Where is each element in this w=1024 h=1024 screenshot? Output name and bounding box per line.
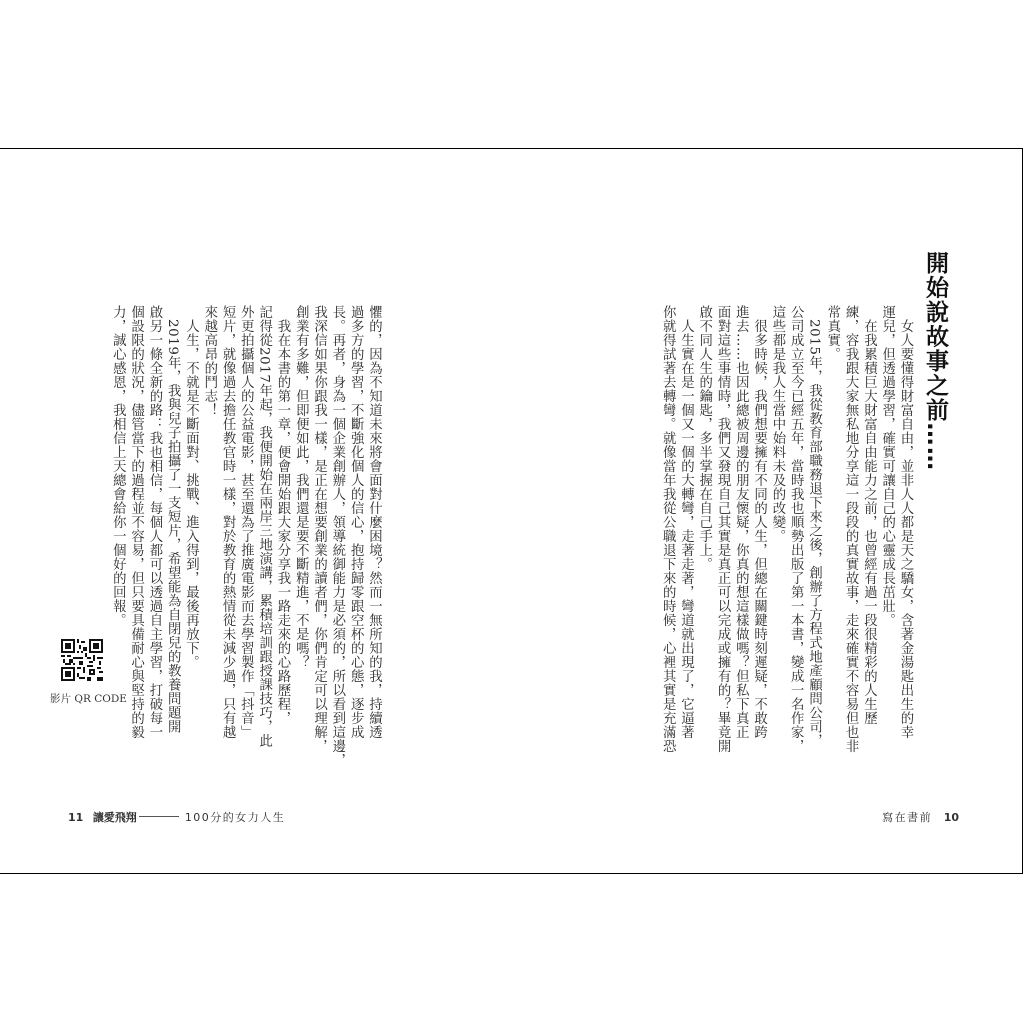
body-text-column: 在我累積巨大財富自由能力之前，也曾經有過一段很精彩的人生歷: [861, 305, 877, 725]
book-title: 讓愛飛翔: [92, 811, 137, 824]
page-number-left: 11: [68, 811, 84, 824]
body-text-column: 進去……也因此總被周邊的朋友懷疑，你真的想這樣做嗎？但私下真正: [733, 305, 749, 739]
left-page-body: [108, 305, 382, 767]
body-text-column: 創業有多難，但即便如此，我們還是要不斷精進，不是嗎？: [293, 305, 309, 669]
body-text-column: 2019年，我與兒子拍攝了一支短片，希望能為自閉兒的教養問題開: [165, 305, 181, 734]
left-page-footer: [68, 809, 285, 825]
body-text-column: 短片，就像過去擔任教官時一樣，對於教育的熱情從未減少過，只有越: [220, 305, 236, 739]
body-text-column: 練，容我跟大家無私地分享這一段段的真實故事，走來確實不容易但也非: [843, 305, 859, 753]
chapter-title: 開始說故事之前……: [922, 251, 948, 472]
body-text-column: 我在本書的第一章，便會開始跟大家分享我一路走來的心路歷程，: [274, 305, 290, 725]
body-text-column: 力，誠心感恩，我相信上天總會給你一個好的回報。: [110, 305, 126, 627]
body-text-column: 面對這些事情時，我們又發現自己其實是真正可以完成或擁有的？畢竟開: [715, 305, 731, 753]
body-text-column: 運兒，但透過學習，確實可讓自己的心靈成長茁壯。: [879, 305, 895, 627]
body-text-column: 你就得試著去轉彎。就像當年我從公職退下來的時候，心裡其實是充滿恐: [660, 305, 676, 753]
page-number-right: 10: [943, 811, 959, 824]
footer-rule: [139, 816, 179, 817]
body-text-column: 2015年，我從教育部職務退下來之後，創辦了方程式地產顧問公司，: [806, 305, 822, 748]
body-text-column: 常真實。: [824, 305, 840, 361]
book-subtitle: 100分的女力人生: [184, 811, 286, 824]
book-spread: [0, 148, 1023, 874]
section-label: 寫在書前: [882, 811, 933, 824]
body-text-column: 人生，不就是不斷面對、挑戰、進入得到，最後再放下。: [183, 305, 199, 669]
body-text-column: 外更拍攝個人的公益電影，甚至還為了推廣電影而去學習製作「抖音」: [238, 305, 254, 739]
body-text-column: 女人要懂得財富自由，並非人人都是天之驕女，含著金湯匙出生的幸: [898, 305, 913, 739]
body-text-column: 很多時候，我們想要擁有不同的人生，但總在關鍵時刻遲疑，不敢跨: [751, 305, 767, 739]
right-page-body: [658, 305, 914, 753]
body-text-column: 長。再者，身為一個企業創辦人，領導統御能力是必須的，所以看到這邊，: [329, 305, 345, 767]
body-text-column: 啟另一條全新的路：我也相信，每個人都可以透過自主學習，打破每一: [146, 305, 162, 739]
body-text-column: 懼的，因為不知道未來將會面對什麼困境？然而一無所知的我，持續透: [366, 305, 382, 739]
body-text-column: 過多方的學習，不斷強化個人的信心，抱持歸零跟空杯的心態，逐步成: [348, 305, 364, 739]
qr-code-caption: 影片 QR CODE: [50, 693, 127, 705]
body-text-column: 人生實在是一個又一個的大轉彎，走著走著，彎道就出現了，它逼著: [678, 305, 694, 739]
right-page-footer: [882, 809, 959, 825]
body-text-column: 啟不同人生的鑰匙，多半掌握在自己手上。: [696, 305, 712, 571]
body-text-column: 個設限的狀況，儘管當下的過程並不容易，但只要具備耐心與堅持的毅: [128, 305, 144, 739]
body-text-column: 來越高昂的鬥志！: [201, 305, 217, 417]
qr-code-icon[interactable]: [61, 639, 103, 681]
body-text-column: 記得從2017年起，我便開始在兩岸三地演講，累積培訓跟授課技巧，此: [256, 305, 272, 748]
body-text-column: 我深信如果你跟我一樣，是正在想要創業的讀者們，你們肯定可以理解，: [311, 305, 327, 753]
body-text-column: 公司成立至今已經五年，當時我也順勢出版了第一本書，變成一名作家，: [788, 305, 804, 753]
body-text-column: 這些都是我人生當中始料未及的改變。: [769, 305, 785, 543]
